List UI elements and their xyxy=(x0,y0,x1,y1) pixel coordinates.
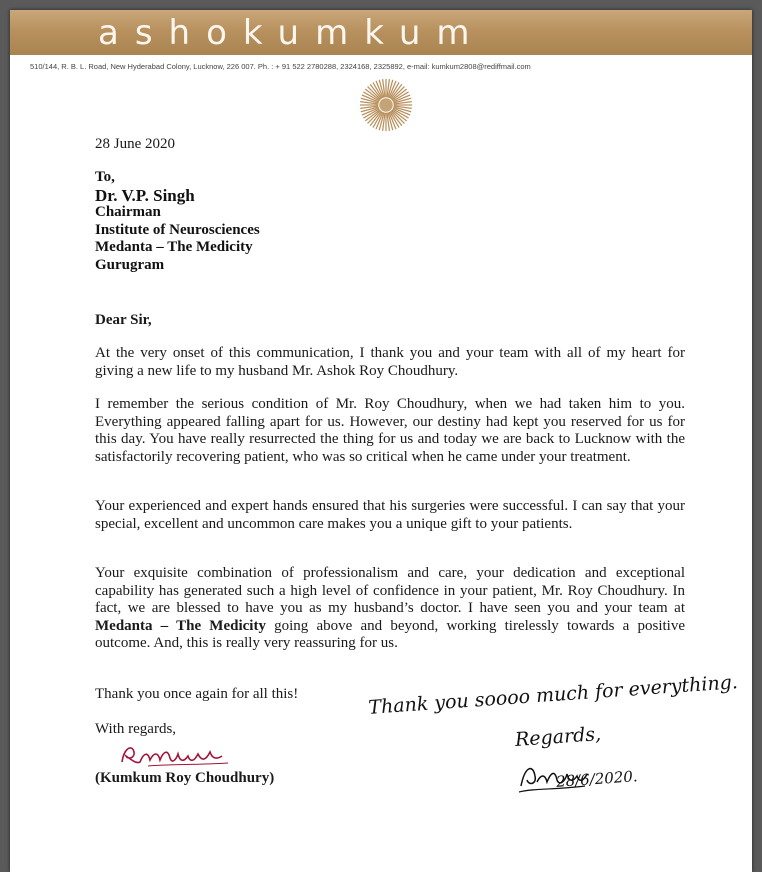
body-paragraph-4 xyxy=(95,565,685,653)
recipient-title: Chairman xyxy=(95,204,161,220)
body-paragraph-3: Your experienced and expert hands ensured that his surgeries were successful. I can say that your special, excellent and uncommon care makes you a unique gift to your patients. xyxy=(95,498,685,532)
letter-date: 28 June 2020 xyxy=(95,136,175,152)
letterhead-address: 510/144, R. B. L. Road, New Hyderabad Colony, Lucknow, 226 007. Ph. : + 91 522 2780288, 2324168, 2325892, e-mail: kumkum2808@rediffmail.com xyxy=(30,62,531,71)
paragraph-4-bold-hospital: Medanta – The Medicity xyxy=(95,617,266,634)
brand-logo-text: ashokumkum xyxy=(98,13,486,53)
handwritten-date: 28/6/2020. xyxy=(555,767,639,791)
paragraph-4-text-before: Your exquisite combination of professionalism and care, your dedication and exceptional capability has generated such a high level of confidence in your patient, Mr. Roy Choudhury. In fact, we are blessed to have you as my husband’s doctor. I have seen you and your team at xyxy=(95,565,685,616)
closing-thanks: Thank you once again for all this! xyxy=(95,686,299,702)
letterhead-banner xyxy=(10,10,752,55)
to-label: To, xyxy=(95,169,115,185)
recipient-hospital: Medanta – The Medicity xyxy=(95,239,253,255)
recipient-address xyxy=(95,169,260,274)
closing-regards: With regards, xyxy=(95,721,177,737)
recipient-city: Gurugram xyxy=(95,256,165,273)
handwritten-note: Thank you soooo much for everything. xyxy=(367,671,739,719)
salutation: Dear Sir, xyxy=(95,312,152,328)
handwritten-regards: Regards, xyxy=(514,723,602,751)
letter-page xyxy=(10,10,752,872)
paragraph-4-text-after: going above and beyond, working tirelessly towards a positive outcome. And, this is really very reassuring for us. xyxy=(95,617,685,651)
body-paragraph-2: I remember the serious condition of Mr. Roy Choudhury, when we had taken him to you. Everything appeared falling apart for us. However, our destiny had kept you reserved for us for this day. You have really resurrected the thing for us and today we are back to Lucknow with the satisfactorily recovering patient, who was so critical when he came under your treatment. xyxy=(95,396,685,465)
recipient-name: Dr. V.P. Singh xyxy=(95,185,195,205)
body-paragraph-1: At the very onset of this communication, I thank you and your team with all of my heart for giving a new life to my husband Mr. Ashok Roy Choudhury. xyxy=(95,345,685,379)
sun-emblem-icon xyxy=(357,76,415,134)
signatory-name: (Kumkum Roy Choudhury) xyxy=(95,770,275,786)
recipient-department: Institute of Neurosciences xyxy=(95,221,260,238)
signature-left xyxy=(118,738,238,770)
